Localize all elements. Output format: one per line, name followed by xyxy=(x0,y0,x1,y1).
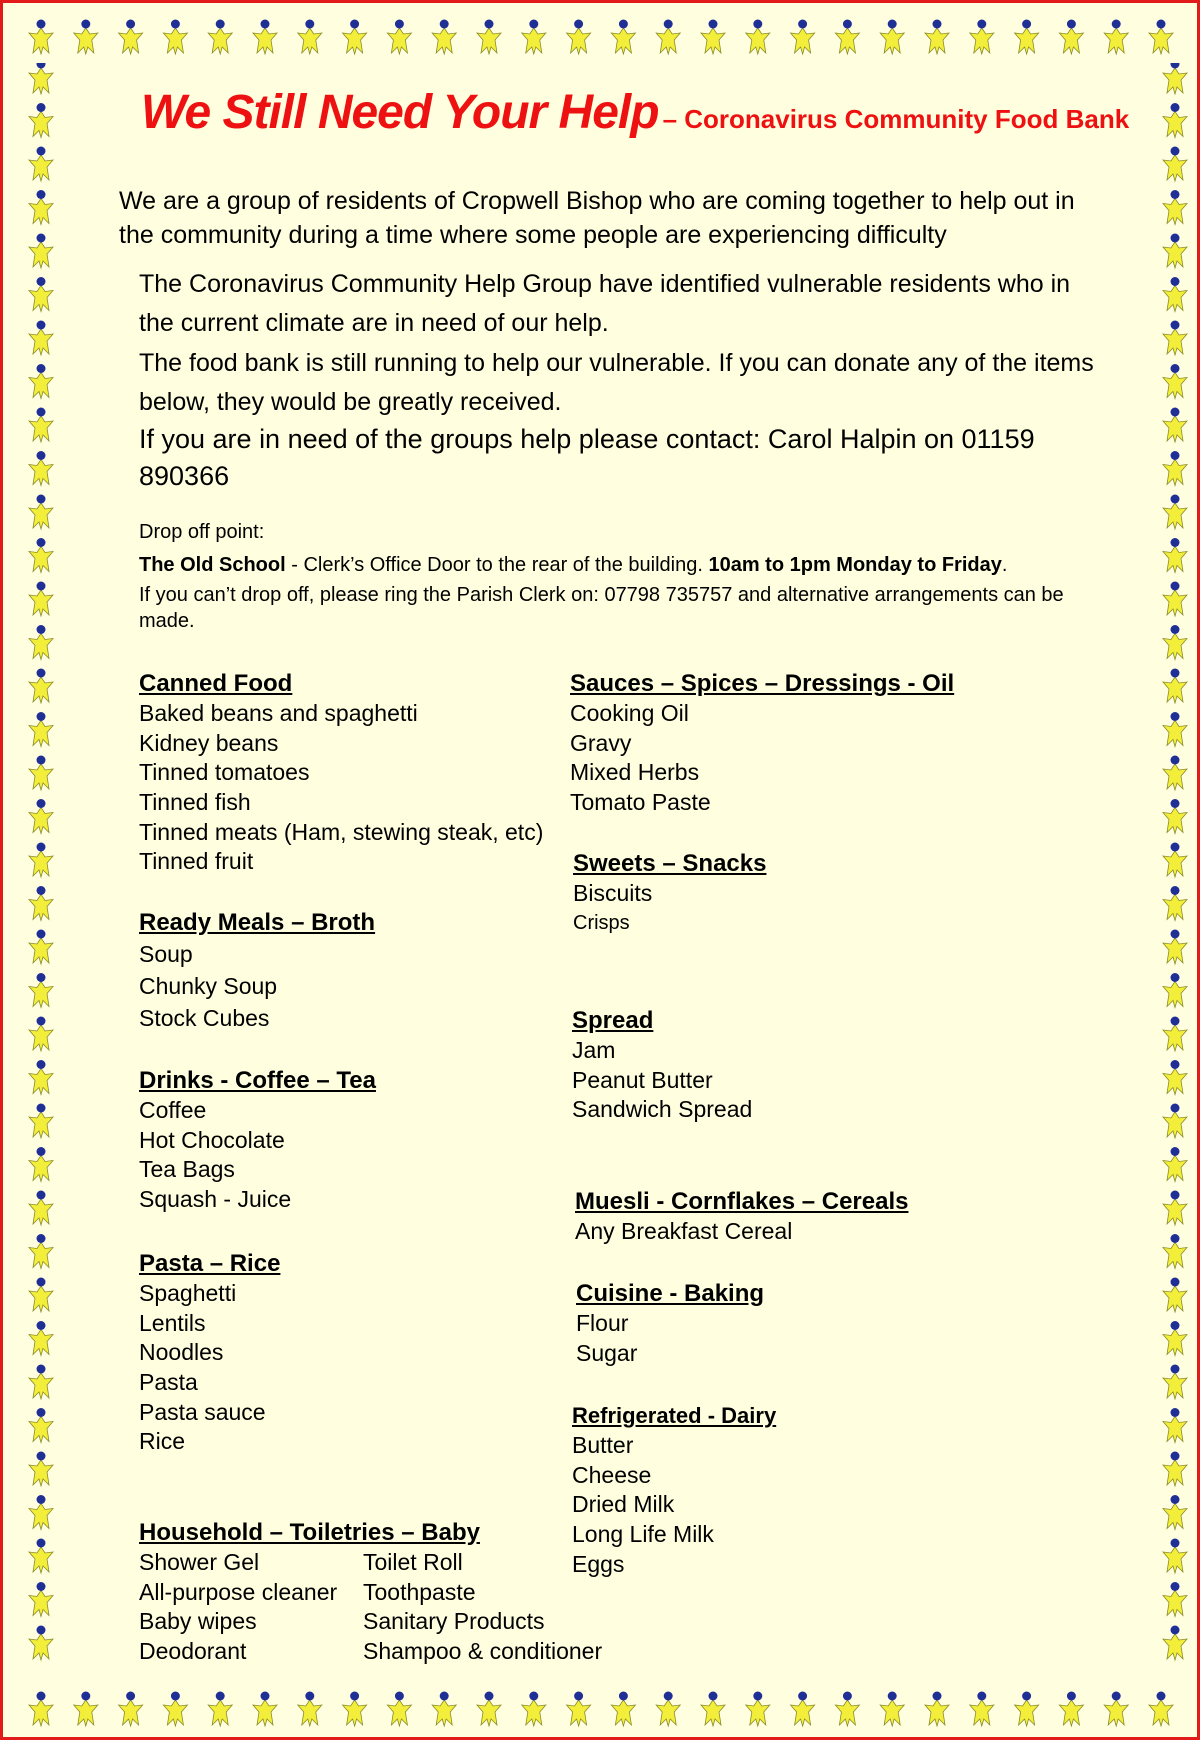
section-dairy xyxy=(572,1401,776,1579)
figure-icon xyxy=(522,1692,546,1727)
list-item: Squash - Juice xyxy=(139,1186,292,1213)
list-item: Noodles xyxy=(139,1339,224,1366)
figure-icon xyxy=(656,20,680,55)
figure-icon xyxy=(656,1692,680,1727)
figure-icon xyxy=(1163,756,1187,791)
figure-icon xyxy=(1163,364,1187,399)
figure-icon xyxy=(29,1017,53,1052)
section-household xyxy=(139,1518,623,1667)
figure-icon xyxy=(1149,1692,1173,1727)
list-item: Tinned fish xyxy=(139,789,251,816)
figure-icon xyxy=(29,1278,53,1313)
figure-icon xyxy=(1163,321,1187,356)
section-title: Refrigerated - Dairy xyxy=(572,1403,777,1428)
section-title: Household – Toiletries – Baby xyxy=(139,1519,480,1546)
figure-icon xyxy=(1163,538,1187,573)
figure-icon xyxy=(1163,973,1187,1008)
figure-icon xyxy=(29,1582,53,1617)
figure-icon xyxy=(477,1692,501,1727)
figure-border-left xyxy=(17,63,65,1683)
figure-icon xyxy=(29,1692,53,1727)
figure-icon xyxy=(1015,20,1039,55)
section-title: Sweets – Snacks xyxy=(573,850,767,877)
list-item: Flour xyxy=(576,1310,629,1336)
figure-icon xyxy=(791,20,815,55)
list-item: Shower Gel xyxy=(139,1549,260,1575)
dropoff-hours: 10am to 1pm Monday to Friday xyxy=(708,554,1002,576)
figure-icon xyxy=(29,408,53,443)
figure-icon xyxy=(746,20,770,55)
list-item: All-purpose cleaner xyxy=(139,1578,338,1605)
section-canned-food xyxy=(139,669,543,877)
list-item: Long Life Milk xyxy=(572,1521,714,1548)
figure-icon xyxy=(1163,1495,1187,1530)
figure-icon xyxy=(1163,147,1187,182)
figure-icon xyxy=(29,1365,53,1400)
figure-icon xyxy=(29,625,53,660)
figure-icon xyxy=(29,930,53,965)
figure-icon xyxy=(925,20,949,55)
figure-icon xyxy=(29,147,53,182)
list-item: Any Breakfast Cereal xyxy=(575,1218,793,1244)
figure-icon xyxy=(1163,1147,1187,1182)
figure-icon xyxy=(29,495,53,530)
figure-icon xyxy=(29,20,53,55)
section-baking xyxy=(576,1279,764,1368)
figure-icon xyxy=(835,1692,859,1727)
list-item: Hot Chocolate xyxy=(139,1126,285,1153)
list-item: Coffee xyxy=(139,1097,207,1123)
figure-icon xyxy=(29,1408,53,1443)
figure-icon xyxy=(29,103,53,138)
list-item: Lentils xyxy=(139,1309,206,1336)
figure-icon xyxy=(1163,408,1187,443)
figure-icon xyxy=(29,1626,53,1661)
figure-icon xyxy=(1163,843,1187,878)
list-item: Stock Cubes xyxy=(139,1005,270,1031)
dropoff-label: Drop off point: xyxy=(139,521,265,543)
figure-icon xyxy=(29,1495,53,1530)
figure-icon xyxy=(208,1692,232,1727)
figure-icon xyxy=(1163,799,1187,834)
dropoff-alternative: If you can’t drop off, please ring the Parish Clerk on: 07798 735757 and alternative arrangements can be made. xyxy=(139,584,1064,632)
list-item: Biscuits xyxy=(573,880,653,906)
list-item: Chunky Soup xyxy=(139,973,278,999)
figure-icon xyxy=(1163,1234,1187,1269)
section-sweets xyxy=(573,849,766,938)
figure-icon xyxy=(701,20,725,55)
figure-icon xyxy=(1163,234,1187,269)
figure-icon xyxy=(29,451,53,486)
figure-icon xyxy=(1163,1104,1187,1139)
figure-icon xyxy=(1163,1452,1187,1487)
figure-icon xyxy=(208,20,232,55)
section-title: Spread xyxy=(572,1007,654,1034)
list-item: Eggs xyxy=(572,1550,625,1577)
figure-icon xyxy=(1163,451,1187,486)
figure-icon xyxy=(1163,625,1187,660)
figure-icon xyxy=(1163,190,1187,225)
figure-border-right xyxy=(1151,63,1199,1683)
figure-icon xyxy=(387,20,411,55)
list-item: Sanitary Products xyxy=(363,1608,545,1635)
figure-icon xyxy=(1163,495,1187,530)
figure-icon xyxy=(29,1539,53,1574)
figure-icon xyxy=(29,364,53,399)
figure-icon xyxy=(477,20,501,55)
list-item: Spaghetti xyxy=(139,1280,237,1306)
section-title: Muesli - Cornflakes – Cereals xyxy=(575,1188,909,1215)
list-item: Kidney beans xyxy=(139,729,279,756)
section-title: Cuisine - Baking xyxy=(576,1280,765,1307)
figure-icon xyxy=(925,1692,949,1727)
figure-icon xyxy=(119,1692,143,1727)
figure-icon xyxy=(29,277,53,312)
list-item: Deodorant xyxy=(139,1638,247,1665)
figure-icon xyxy=(119,20,143,55)
figure-icon xyxy=(701,1692,725,1727)
figure-icon xyxy=(746,1692,770,1727)
figure-icon xyxy=(1015,1692,1039,1727)
list-item: Toothpaste xyxy=(363,1578,476,1605)
figure-icon xyxy=(29,190,53,225)
dropoff-place-detail: - Clerk’s Office Door to the rear of the building. xyxy=(285,554,709,576)
figure-icon xyxy=(74,20,98,55)
list-item: Shampoo & conditioner xyxy=(363,1638,603,1665)
figure-icon xyxy=(1059,1692,1083,1727)
figure-icon xyxy=(29,973,53,1008)
figure-icon xyxy=(1149,20,1173,55)
figure-icon xyxy=(29,234,53,269)
figure-icon xyxy=(880,20,904,55)
figure-icon xyxy=(432,1692,456,1727)
intro-paragraph-2: The Coronavirus Community Help Group have identified vulnerable residents who in the current climate are in need of our help. xyxy=(139,270,1071,337)
page-title: We Still Need Your Help xyxy=(141,86,659,139)
figure-icon xyxy=(1163,930,1187,965)
figure-icon xyxy=(29,1321,53,1356)
figure-icon xyxy=(253,1692,277,1727)
section-ready-meals xyxy=(139,908,375,1034)
figure-icon xyxy=(29,1191,53,1226)
intro-paragraph-1: We are a group of residents of Cropwell Bishop who are coming together to help out in the community during a time where some people are experiencing difficulty xyxy=(119,187,1075,249)
dropoff-location xyxy=(139,552,1099,578)
figure-icon xyxy=(880,1692,904,1727)
figure-icon xyxy=(970,20,994,55)
figure-icon xyxy=(1104,20,1128,55)
list-item: Peanut Butter xyxy=(572,1066,713,1093)
figure-icon xyxy=(29,1104,53,1139)
headline xyxy=(141,85,1129,140)
list-item: Cooking Oil xyxy=(570,700,689,726)
section-sauces xyxy=(570,669,954,818)
figure-icon xyxy=(1163,582,1187,617)
figure-icon xyxy=(611,1692,635,1727)
section-drinks xyxy=(139,1066,376,1215)
list-item: Sandwich Spread xyxy=(572,1096,753,1123)
figure-icon xyxy=(253,20,277,55)
figure-icon xyxy=(29,712,53,747)
figure-icon xyxy=(1163,1582,1187,1617)
figure-icon xyxy=(1163,1017,1187,1052)
section-title: Sauces – Spices – Dressings - Oil xyxy=(570,670,955,697)
figure-icon xyxy=(1163,1626,1187,1661)
section-cereals xyxy=(575,1187,908,1247)
figure-icon xyxy=(29,843,53,878)
figure-icon xyxy=(522,20,546,55)
list-item: Rice xyxy=(139,1428,186,1455)
figure-icon xyxy=(1163,1365,1187,1400)
list-item: Tomato Paste xyxy=(570,789,711,816)
page-subtitle: – Coronavirus Community Food Bank xyxy=(662,104,1130,134)
figure-icon xyxy=(387,1692,411,1727)
figure-icon xyxy=(970,1692,994,1727)
list-item: Toilet Roll xyxy=(363,1549,463,1575)
figure-icon xyxy=(567,1692,591,1727)
figure-icon xyxy=(1163,1321,1187,1356)
figure-icon xyxy=(1163,1191,1187,1226)
figure-icon xyxy=(1163,1408,1187,1443)
list-item: Crisps xyxy=(573,911,630,934)
section-title: Pasta – Rice xyxy=(139,1250,281,1277)
figure-icon xyxy=(29,886,53,921)
figure-border-bottom xyxy=(23,1685,1183,1733)
section-title: Drinks - Coffee – Tea xyxy=(139,1067,376,1094)
figure-icon xyxy=(74,1692,98,1727)
figure-icon xyxy=(163,20,187,55)
list-item: Jam xyxy=(572,1037,616,1063)
list-item: Soup xyxy=(139,941,193,967)
list-item: Gravy xyxy=(570,729,632,756)
figure-icon xyxy=(29,799,53,834)
figure-icon xyxy=(29,1234,53,1269)
figure-icon xyxy=(163,1692,187,1727)
dropoff-hours-end: . xyxy=(1001,554,1008,576)
figure-icon xyxy=(1163,63,1187,94)
figure-icon xyxy=(29,756,53,791)
figure-icon xyxy=(611,20,635,55)
figure-icon xyxy=(1163,669,1187,704)
figure-icon xyxy=(343,1692,367,1727)
list-item: Tinned meats (Ham, stewing steak, etc) xyxy=(139,818,544,845)
section-pasta-rice xyxy=(139,1249,280,1457)
contact-paragraph: If you are in need of the groups help please contact: Carol Halpin on 01159 890366 xyxy=(139,424,1035,491)
figure-icon xyxy=(29,1147,53,1182)
list-item: Mixed Herbs xyxy=(570,759,700,786)
section-title: Canned Food xyxy=(139,670,293,697)
figure-icon xyxy=(29,669,53,704)
figure-icon xyxy=(29,1452,53,1487)
figure-border-top xyxy=(23,13,1183,61)
figure-icon xyxy=(298,1692,322,1727)
intro-paragraph-3: The food bank is still running to help our vulnerable. If you can donate any of the items below, they would be greatly received. xyxy=(139,349,1094,416)
figure-icon xyxy=(29,63,53,94)
list-item: Baby wipes xyxy=(139,1608,257,1635)
dropoff-place: The Old School xyxy=(139,554,286,576)
figure-icon xyxy=(343,20,367,55)
figure-icon xyxy=(29,1060,53,1095)
list-item: Pasta xyxy=(139,1369,198,1396)
figure-icon xyxy=(1163,886,1187,921)
list-item: Tea Bags xyxy=(139,1156,235,1183)
figure-icon xyxy=(29,582,53,617)
figure-icon xyxy=(29,538,53,573)
list-item: Sugar xyxy=(576,1339,638,1366)
figure-icon xyxy=(1163,712,1187,747)
section-title: Ready Meals – Broth xyxy=(139,909,376,936)
list-item: Cheese xyxy=(572,1461,652,1488)
figure-icon xyxy=(835,20,859,55)
figure-icon xyxy=(1104,1692,1128,1727)
figure-icon xyxy=(1163,103,1187,138)
figure-icon xyxy=(1163,1539,1187,1574)
list-item: Dried Milk xyxy=(572,1491,675,1518)
figure-icon xyxy=(1163,1060,1187,1095)
list-item: Butter xyxy=(572,1432,634,1458)
list-item: Tinned tomatoes xyxy=(139,759,310,786)
figure-icon xyxy=(432,20,456,55)
household-items xyxy=(139,1548,623,1667)
section-spread xyxy=(572,1006,752,1125)
figure-icon xyxy=(29,321,53,356)
figure-icon xyxy=(1163,1278,1187,1313)
figure-icon xyxy=(1059,20,1083,55)
figure-icon xyxy=(298,20,322,55)
list-item: Baked beans and spaghetti xyxy=(139,700,418,726)
list-item: Pasta sauce xyxy=(139,1398,266,1425)
list-item: Tinned fruit xyxy=(139,848,254,875)
figure-icon xyxy=(1163,277,1187,312)
figure-icon xyxy=(791,1692,815,1727)
figure-icon xyxy=(567,20,591,55)
